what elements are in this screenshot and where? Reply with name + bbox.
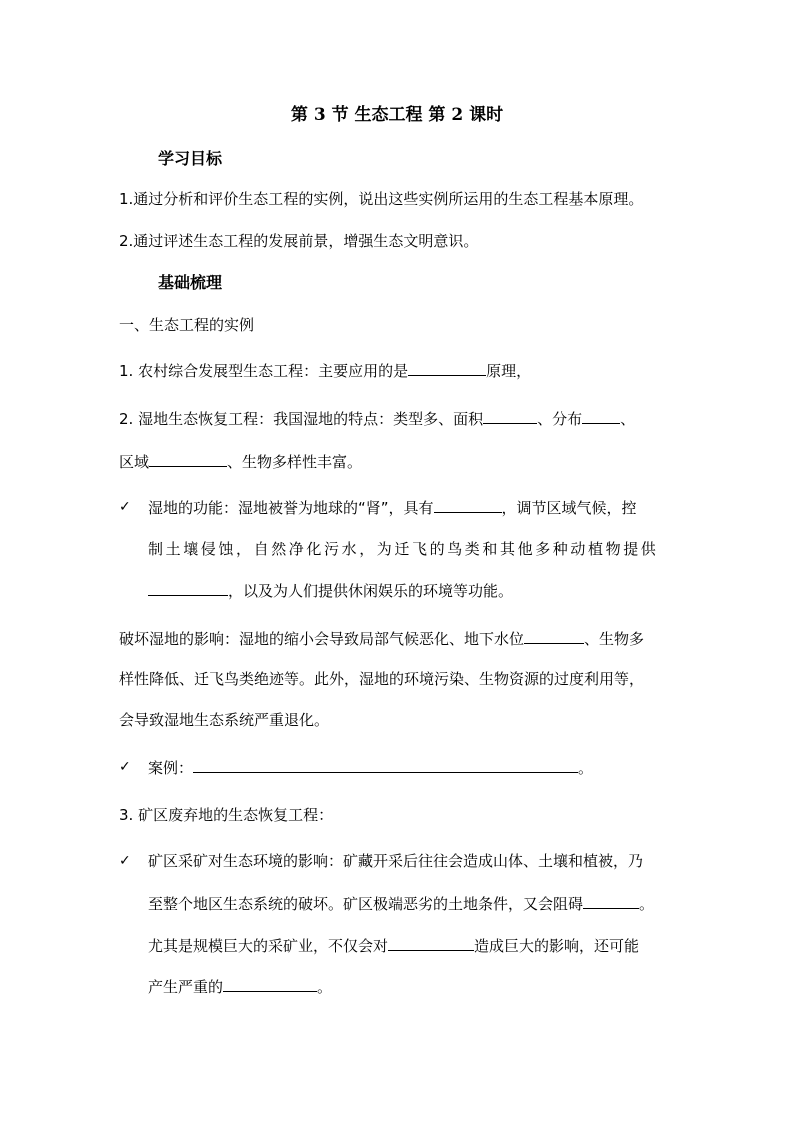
answer-blank[interactable] — [388, 935, 474, 951]
mining-line-4 — [148, 976, 332, 996]
item-2-text: 区域 — [119, 453, 150, 471]
mining-line-2 — [148, 893, 654, 913]
objectives-heading: 学习目标 — [158, 149, 223, 168]
item-1-text: 1. 农村综合发展型生态工程：主要应用的是 — [119, 362, 409, 380]
mining-line-1: 矿区采矿对生态环境的影响：矿藏开采后往往会造成山体、土壤和植被，乃 — [148, 852, 644, 870]
mining-text: 造成巨大的影响，还可能 — [474, 937, 640, 955]
item-1-end: 原理， — [486, 362, 532, 380]
mining-line-3 — [148, 935, 639, 955]
answer-blank[interactable] — [148, 580, 228, 596]
mining-text: 至整个地区生态系统的破坏。矿区极端恶劣的土地条件，又会阻碍 — [148, 895, 584, 913]
answer-blank[interactable] — [223, 976, 317, 992]
item-2-text: 、 — [620, 410, 636, 428]
item-1-line — [119, 360, 531, 380]
mining-text: 。 — [317, 978, 333, 996]
objective-item-2: 2.通过评述生态工程的发展前景，增强生态文明意识。 — [119, 232, 479, 250]
answer-blank[interactable] — [483, 408, 537, 424]
mining-text: 。 — [639, 895, 655, 913]
item-2-text: 2. 湿地生态恢复工程：我国湿地的特点：类型多、面积 — [119, 410, 484, 428]
damage-line-2: 样性降低、迁飞鸟类绝迹等。此外，湿地的环境污染、生物资源的过度利用等， — [119, 670, 645, 688]
basics-heading: 基础梳理 — [158, 273, 223, 292]
mining-text: 产生严重的 — [148, 978, 224, 996]
item-2-text: 、分布 — [537, 410, 583, 428]
damage-line-3: 会导致湿地生态系统严重退化。 — [119, 711, 330, 729]
check-mark-icon: ✓ — [119, 499, 131, 515]
item-3-line: 3. 矿区废弃地的生态恢复工程： — [119, 806, 334, 824]
check-mark-icon: ✓ — [119, 853, 131, 869]
damage-line-1 — [119, 628, 644, 648]
objective-item-1: 1.通过分析和评价生态工程的实例，说出这些实例所运用的生态工程基本原理。 — [119, 190, 644, 208]
answer-blank[interactable] — [193, 757, 578, 773]
page-title: 第 3 节 生态工程 第 2 课时 — [290, 105, 504, 125]
answer-blank[interactable] — [582, 408, 620, 424]
case-line — [148, 757, 593, 777]
wetland-function-text: ，调节区域气候，控 — [501, 499, 637, 517]
answer-blank[interactable] — [434, 497, 502, 513]
wetland-function-text: ，以及为人们提供休闲娱乐的环境等功能。 — [228, 582, 514, 600]
item-2-text: 、生物多样性丰富。 — [227, 453, 363, 471]
damage-text: 、生物多 — [584, 630, 645, 648]
wetland-function-line-1 — [148, 497, 637, 517]
check-mark-icon: ✓ — [119, 759, 131, 775]
wetland-function-text: 湿地的功能：湿地被誉为地球的“肾”，具有 — [148, 499, 434, 517]
answer-blank[interactable] — [408, 360, 486, 376]
wetland-function-line-2: 制土壤侵蚀，自然净化污水，为迁飞的鸟类和其他多种动植物提供 — [148, 540, 659, 558]
answer-blank[interactable] — [583, 893, 639, 909]
item-2-line-1 — [119, 408, 635, 428]
section-1-heading: 一、生态工程的实例 — [119, 316, 255, 334]
mining-text: 尤其是规模巨大的采矿业，不仅会对 — [148, 937, 389, 955]
case-end: 。 — [578, 759, 594, 777]
item-2-line-2 — [119, 451, 362, 471]
answer-blank[interactable] — [524, 628, 584, 644]
answer-blank[interactable] — [149, 451, 227, 467]
wetland-function-line-3 — [148, 580, 513, 600]
case-label: 案例： — [148, 759, 194, 777]
damage-text: 破坏湿地的影响：湿地的缩小会导致局部气候恶化、地下水位 — [119, 630, 525, 648]
